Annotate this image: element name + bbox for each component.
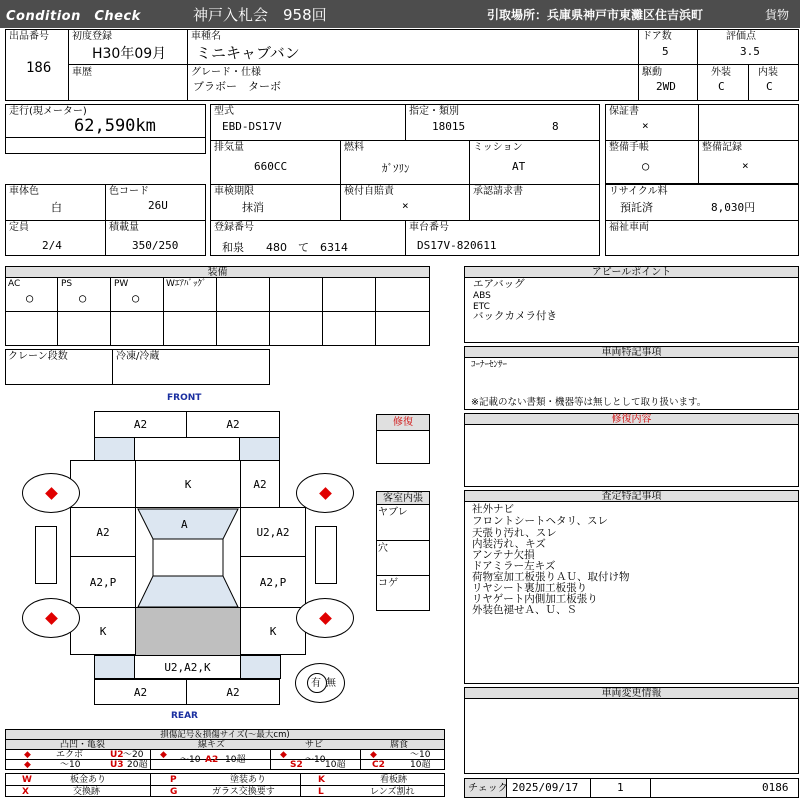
mileage-label: 走行(現メーター) <box>9 106 87 117</box>
assessment-line-5: アンテナ欠損 <box>472 549 535 561</box>
legend-dent-r2-mark: ◆ <box>24 760 31 770</box>
code-p-desc: 塗装あり <box>230 775 267 785</box>
recycle-fee: 8,030円 <box>711 201 756 214</box>
legend-dent-r2-code: U3 <box>110 760 124 770</box>
panel-fender-front-left <box>70 460 136 508</box>
record: × <box>742 159 749 172</box>
appeal-line-4: バックカメラ付き <box>473 310 557 322</box>
legend-dent-r1-size2: 〜20 <box>123 750 144 760</box>
classification: 8 <box>552 120 559 133</box>
legend-corrosion-title: 腐食 <box>390 740 409 750</box>
wheel-front-right <box>296 473 354 513</box>
vehicle-info-block <box>5 29 799 101</box>
legend-scratch-size: 〜10 <box>180 755 201 765</box>
color-code-label: 色コード <box>109 186 149 197</box>
equipment-block <box>5 266 430 346</box>
panel-quarter-rear-left: K <box>70 607 136 655</box>
chassis-label: 車台番号 <box>409 222 449 233</box>
reg-no-label: 登録番号 <box>214 222 254 233</box>
drive: 2WD <box>656 80 676 93</box>
check-count: 1 <box>617 781 624 794</box>
drive-label: 駆動 <box>642 67 662 78</box>
equipment-title: 装備 <box>6 267 429 278</box>
code-k-desc: 看板跡 <box>380 775 408 785</box>
legend-title: 損傷記号＆損傷サイズ(〜最大cm) <box>6 730 444 740</box>
panel-quarter-rear-right: K <box>240 607 306 655</box>
panel-door-front-left: A2 <box>70 507 136 557</box>
assessment-line-7: 荷物室加工板張りＡＵ、取付け物 <box>472 571 630 583</box>
reg-no: 和泉 480 て 6314 <box>222 241 348 254</box>
code-x-desc: 交換跡 <box>73 787 101 797</box>
legend-dent-r1-size: エクボ <box>56 750 84 760</box>
grade-label: グレード・仕様 <box>191 67 261 78</box>
legend-corrosion-code: C2 <box>372 760 385 770</box>
wheel-rear-left <box>22 598 80 638</box>
recycle-label: リサイクル料 <box>609 186 668 197</box>
code-l-desc: レンズ割れ <box>370 787 415 797</box>
code-g: G <box>170 787 178 797</box>
panel-cargo-floor <box>135 607 241 656</box>
capacity-label: 定員 <box>9 222 29 233</box>
color-code: 26U <box>148 199 168 212</box>
capacity: 2/4 <box>42 239 62 252</box>
legend-corrosion-size2: 10超 <box>410 760 431 770</box>
load-label: 積載量 <box>109 222 139 233</box>
legend-dent-r2-size2: 20超 <box>127 760 148 770</box>
exterior: C <box>718 80 725 93</box>
special-notes-panel <box>464 346 799 410</box>
equip-airbag-label: Wｴｱﾊﾞｯｸﾞ <box>166 279 207 289</box>
panel-door-rear-left: A2,P <box>70 556 136 608</box>
load: 350/250 <box>132 239 179 252</box>
legend-dent-title: 凸凹・亀裂 <box>60 740 106 750</box>
mirror-right <box>315 526 337 584</box>
interior-label: 内装 <box>758 67 778 78</box>
legend-scratch-size2: 10超 <box>225 755 246 765</box>
front-label: FRONT <box>167 393 202 403</box>
legend-scratch-mark: ◆ <box>160 750 167 760</box>
assessment-line-9: リヤゲート内側加工板張り <box>472 593 598 605</box>
appeal-line-3: ETC <box>473 302 490 312</box>
front-right-light <box>239 437 280 461</box>
code-k: K <box>318 775 325 785</box>
appeal-line-2: ABS <box>473 291 491 301</box>
fuel: ｶﾞｿﾘﾝ <box>382 162 410 175</box>
code-w-desc: 板金あり <box>70 775 107 785</box>
equip-ps-mark: ○ <box>79 291 87 305</box>
appeal-line-1: エアバッグ <box>473 278 525 290</box>
code-l: L <box>318 787 324 797</box>
inspection: 抹消 <box>242 201 264 214</box>
assessment-line-1: 社外ナビ <box>472 503 514 515</box>
manual-label: 整備手帳 <box>609 142 649 153</box>
code-x: X <box>22 787 29 797</box>
score-label: 評価点 <box>726 31 756 42</box>
equip-ac-mark: ○ <box>26 291 34 305</box>
fuel-label: 燃料 <box>344 142 364 153</box>
body-color-label: 車体色 <box>9 186 39 197</box>
special-notes-title: 車両特記事項 <box>465 347 798 358</box>
appeal-panel <box>464 266 799 343</box>
liability: × <box>402 199 409 212</box>
legend-corrosion-size: 〜10 <box>410 750 431 760</box>
assessment-line-3: 天張り汚れ、スレ <box>472 527 557 539</box>
assessment-panel <box>464 490 799 684</box>
repair-side-label: 修復 <box>377 415 429 431</box>
wheel-front-left <box>22 473 80 513</box>
roof-code: A <box>181 518 188 531</box>
liability-label: 検付自賠責 <box>344 186 394 197</box>
doors-label: ドア数 <box>642 31 672 42</box>
model-label: 型式 <box>214 106 234 117</box>
check-code: 0186 <box>762 781 789 794</box>
displacement-label: 排気量 <box>214 142 244 153</box>
rear-label: REAR <box>171 711 198 721</box>
interior: C <box>766 80 773 93</box>
legend-rust-size2: 10超 <box>325 760 346 770</box>
record-label: 整備記録 <box>702 142 742 153</box>
header-bar <box>0 0 800 28</box>
panel-rear-bumper-left: A2 <box>94 679 187 705</box>
code-w: W <box>22 775 32 785</box>
legend-scratch-title: 線キズ <box>198 740 225 750</box>
score: 3.5 <box>740 45 760 58</box>
equip-ac-label: AC <box>8 279 21 289</box>
legend-rust-mark: ◆ <box>280 750 287 760</box>
repair-title: 修復内容 <box>465 414 798 425</box>
auction-title: 神戸入札会 958回 <box>193 6 327 24</box>
front-left-light <box>94 437 135 461</box>
inspection-label: 車検期限 <box>214 186 254 197</box>
legend-rust-title: サビ <box>305 740 324 750</box>
cabin-hole: 穴 <box>378 543 388 554</box>
approval-label: 承認請求書 <box>473 186 523 197</box>
change-info-title: 車両変更情報 <box>465 688 798 699</box>
cabin-burn: コゲ <box>378 578 398 589</box>
panel-front-bumper-left: A2 <box>94 411 187 438</box>
mirror-left <box>35 526 57 584</box>
model: EBD-DS17V <box>222 120 282 133</box>
mission: AT <box>512 160 526 173</box>
repair-panel <box>464 413 799 487</box>
legend-dent-r2-size: 〜10 <box>60 760 81 770</box>
assessment-title: 査定特記事項 <box>465 491 798 502</box>
designation-label: 指定・類別 <box>409 106 459 117</box>
appeal-title: アピールポイント <box>465 267 798 278</box>
pickup-location: 引取場所：兵庫県神戸市東灘区住吉浜町 <box>487 8 704 22</box>
car-name-label: 車種名 <box>191 31 221 42</box>
grade: ブラボー ターボ <box>193 80 281 93</box>
exterior-label: 外装 <box>711 67 731 78</box>
car-name: ミニキャブバン <box>196 44 300 62</box>
warranty: × <box>642 119 649 132</box>
check-label: チェック <box>468 783 508 794</box>
designation: 18015 <box>432 120 466 133</box>
rear-right-light <box>240 655 281 679</box>
legend-rust-size: 〜10 <box>305 755 326 765</box>
warranty-label: 保証書 <box>609 106 639 117</box>
equip-pw-label: PW <box>114 279 129 289</box>
panel-rear-bumper-right: A2 <box>186 679 280 705</box>
legend-dent-r1-mark: ◆ <box>24 750 31 760</box>
recycle-status: 預託済 <box>620 201 653 214</box>
freezer-label: 冷凍/冷蔵 <box>116 351 160 362</box>
code-p: P <box>170 775 177 785</box>
assessment-line-2: フロントシートヘタリ、スレ <box>472 515 608 527</box>
assessment-line-8: リヤシート裏加工板張り <box>472 582 588 594</box>
brand-title: Condition Check <box>6 9 141 24</box>
first-reg-label: 初度登録 <box>72 31 112 42</box>
panel-tailgate: U2,A2,K <box>134 655 241 679</box>
special-notes-line: ｺｰﾅｰｾﾝｻｰ <box>471 360 508 370</box>
assessment-line-6: ドアミラー左キズ <box>472 560 556 572</box>
change-info-panel <box>464 687 799 774</box>
lot-no: 186 <box>26 60 52 76</box>
panel-front-bumper-right: A2 <box>186 411 280 438</box>
first-reg: H30年09月 <box>92 46 167 62</box>
spare-tire-yes: 有 <box>311 678 321 689</box>
welfare-label: 福祉車両 <box>609 222 649 233</box>
repair-side-box <box>376 414 430 464</box>
displacement: 660CC <box>254 160 288 173</box>
lot-no-label: 出品番号 <box>9 31 49 42</box>
mileage: 62,590km <box>74 116 156 136</box>
crane-label: クレーン段数 <box>8 351 68 362</box>
panel-fender-front-right: A2 <box>240 460 280 508</box>
panel-door-front-right: U2,A2 <box>240 507 306 557</box>
cabin-tear: ヤブレ <box>378 507 408 518</box>
code-g-desc: ガラス交換要す <box>212 787 275 797</box>
legend-dent-r1-code: U2 <box>110 750 124 760</box>
chassis: DS17V-820611 <box>417 239 497 252</box>
spare-tire-no: 無 <box>326 678 336 689</box>
assessment-line-4: 内装汚れ、キズ <box>472 538 546 550</box>
manual: ○ <box>642 159 650 173</box>
panel-hood: K <box>135 460 241 508</box>
doors: 5 <box>662 45 669 58</box>
legend-rust-code: S2 <box>290 760 303 770</box>
history-label: 車歴 <box>72 67 92 78</box>
vehicle-category: 貨物 <box>765 8 790 22</box>
body-color: 白 <box>51 201 62 214</box>
windshield-roof-svg <box>135 507 241 608</box>
cabin-title: 客室内張 <box>377 492 429 505</box>
rear-left-light <box>94 655 135 679</box>
wheel-rear-right <box>296 598 354 638</box>
mission-label: ミッション <box>473 142 523 153</box>
legend-scratch-code: A2 <box>205 755 219 765</box>
assessment-line-10: 外装色褪せＡ、Ｕ、Ｓ <box>472 604 577 616</box>
check-date: 2025/09/17 <box>512 781 579 794</box>
special-notes-footer: ※記載のない書類・機器等は無しとして取り扱います。 <box>471 397 707 408</box>
panel-door-rear-right: A2,P <box>240 556 306 608</box>
equip-pw-mark: ○ <box>132 291 140 305</box>
equip-ps-label: PS <box>61 279 73 289</box>
legend-corrosion-mark: ◆ <box>370 750 377 760</box>
